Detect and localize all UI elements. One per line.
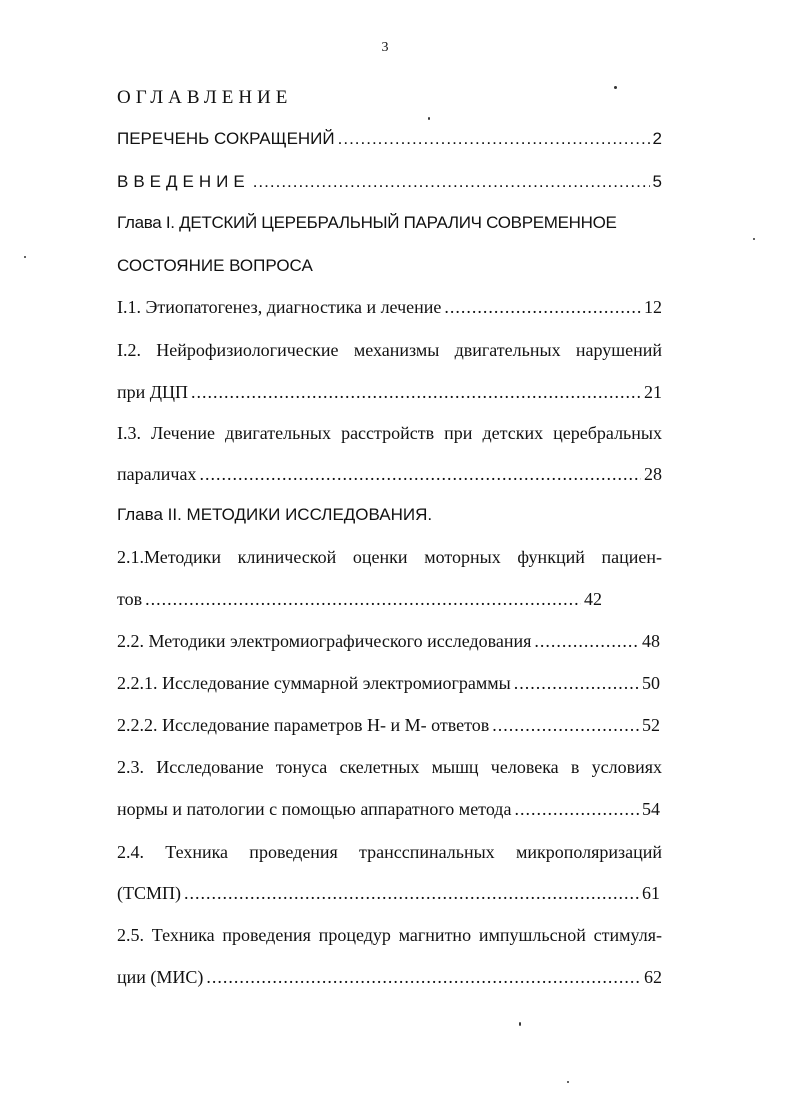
scan-speck — [519, 1022, 521, 1026]
scan-speck — [428, 117, 430, 120]
toc-entry-introduction: ВВЕДЕНИЕ ..... 5 — [117, 170, 662, 194]
page-number: 3 — [381, 40, 389, 55]
toc-entry-1-2-cont: при ДЦП ..... 21 — [117, 380, 662, 404]
toc-entry-2-4-cont: (ТСМП) ..... 61 — [117, 881, 660, 905]
toc-chapter-1-title-cont: СОСТОЯНИЕ ВОПРОСА — [117, 256, 313, 275]
scan-speck — [614, 86, 617, 89]
toc-entry-2-4: 2.4. Техника проведения трансспинальных микрополяризаций — [117, 842, 662, 862]
toc-entry-2-1-cont: тов ..... 42 — [117, 587, 602, 611]
toc-entry-2-5: 2.5. Техника проведения процедур магнитно импушльсной стимуля- — [117, 925, 662, 945]
toc-entry-1-3: I.3. Лечение двигательных расстройств при детских церебральных — [117, 423, 662, 443]
toc-chapter-2-title: Глава II. МЕТОДИКИ ИССЛЕДОВАНИЯ. — [117, 505, 433, 524]
toc-entry-1-2: I.2. Нейрофизиологические механизмы двигательных нарушений — [117, 340, 662, 360]
toc-entry-abbreviations: ПЕРЕЧЕНЬ СОКРАЩЕНИЙ ..... 2 — [117, 127, 662, 151]
toc-entry-2-2: 2.2. Методики электромиографического исследования ..... 48 — [117, 629, 660, 653]
toc-entry-1-3-cont: параличах ..... 28 — [117, 462, 662, 486]
toc-chapter-1-title: Глава I. ДЕТСКИЙ ЦЕРЕБРАЛЬНЫЙ ПАРАЛИЧ СОВРЕМЕННОЕ — [117, 213, 617, 232]
toc-entry-1-1: I.1. Этиопатогенез, диагностика и лечение ..... 12 — [117, 295, 662, 319]
toc-entry-2-1: 2.1.Методики клинической оценки моторных функций пациен- — [117, 547, 662, 567]
scan-speck — [567, 1081, 569, 1083]
toc-entry-2-5-cont: ции (МИС) ..... 62 — [117, 965, 662, 989]
toc-entry-2-3: 2.3. Исследование тонуса скелетных мышц человека в условиях — [117, 757, 662, 777]
toc-title: ОГЛАВЛЕНИЕ — [117, 87, 293, 108]
scan-speck — [753, 238, 755, 240]
toc-entry-2-2-2: 2.2.2. Исследование параметров Н- и М- ответов ..... 52 — [117, 713, 660, 737]
toc-entry-2-2-1: 2.2.1. Исследование суммарной электромиограммы ..... 50 — [117, 671, 660, 695]
toc-entry-2-3-cont: нормы и патологии с помощью аппаратного метода ..... 54 — [117, 797, 660, 821]
scan-speck — [24, 256, 26, 258]
